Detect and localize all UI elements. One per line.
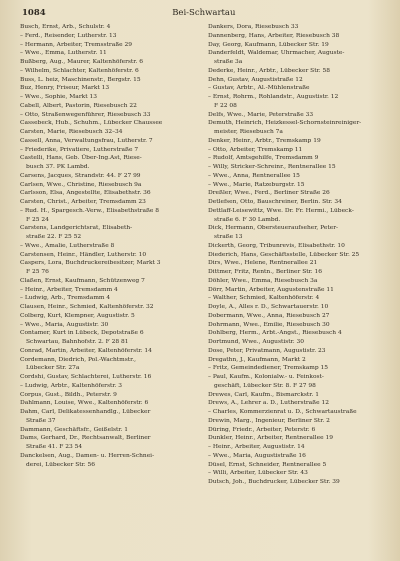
directory-entry: – Rud. H., Spargesch.-Verw., Elisabethstraße 8: [20, 207, 160, 214]
directory-entry: – Wwe., Marie, Ratzeburgstr. 15: [208, 181, 305, 188]
directory-entry: Dirs, Wwe., Helene, Rentnerallee 21: [208, 260, 318, 267]
directory-entry: Carstens, Landgerichtsrat, Elisabeth-: [20, 225, 133, 232]
directory-entry: Carlsson, Elsa, Angestellte, Elisabethstr. 36: [20, 190, 151, 197]
directory-entry: – Fritz, Gemeindediener, Tremskamp 15: [208, 365, 328, 372]
directory-entry: – Wwe., Sophie, Markt 13: [20, 94, 97, 100]
directory-entry: Dortmund, Wwe., Augustistr. 30: [208, 339, 305, 345]
directory-entry-continuation: Straße 41. F 23 54: [26, 444, 83, 450]
directory-entry: Drewes, Carl, Kaufm., Bismarckstr. 1: [208, 391, 319, 398]
directory-entry: – Charles, Kommerzienrat u. D., Schwartaustraße: [208, 409, 357, 415]
directory-entry-continuation: geschäft, Lübecker Str. 8. F 27 98: [214, 382, 316, 389]
directory-entry: Dahm, Carl, Delikatessenhandlg., Lübecker: [20, 409, 151, 415]
directory-entry: – Ludwig, Arbtr., Kaltenhöferstr. 3: [20, 382, 123, 389]
directory-entry: Cordemann, Diedrich, Pol.-Wachtmstr.,: [20, 356, 137, 363]
directory-entry: Dohrmann, Wwe., Emilie, Riesebusch 30: [208, 321, 330, 328]
directory-entry: Carsten, Christ., Arbeiter, Tremsdamm 23: [20, 199, 146, 205]
directory-entry: Demuth, Heinrich, Heizkessel-Schornsteinreiniger-: [208, 120, 362, 127]
directory-entry: Diederich, Hans, Geschäftsstelle, Lübecker Str. 25: [208, 251, 360, 258]
directory-entry: – Wwe., Anna, Rentnerallee 15: [208, 172, 300, 179]
directory-entry: Carsten, Marie, Riesebusch 32–34: [20, 129, 123, 135]
directory-entry: Carstensen, Heinr., Händler, Lutherstr. 10: [20, 251, 147, 258]
directory-entry: – Otto, Straßenwegenführer, Riesebusch 33: [20, 111, 151, 118]
directory-entry: Caspers, Lora, Buchdruckereibesitzer, Markt 3: [20, 260, 161, 267]
directory-entry: Corpus, Gust., Bildh., Peterstr. 9: [20, 391, 117, 398]
directory-entry-continuation: F 25 76: [26, 269, 49, 275]
directory-entry: Doyle, A., Alles r. D., Schwartauerstr. 10: [208, 304, 329, 310]
directory-entry: Clausen, Heinr., Schmied, Kaltenhöferstr. 32: [20, 304, 154, 310]
directory-entry: – Heinr., Arbeiter, Tremsdamm 4: [20, 286, 118, 293]
directory-entry-continuation: F 22 08: [214, 102, 237, 109]
directory-entry: Dose, Peter, Privatmann, Augustistr. 23: [208, 347, 326, 354]
running-title: Bei-Schwartau: [172, 8, 236, 18]
directory-entry: – Willi, Arbeiter, Lübecker Str. 43: [208, 470, 308, 477]
directory-entry: – Ernst, Rohrm., Rohlandstr., Augustistr. 12: [208, 94, 339, 100]
directory-entry: Dams, Gerhard, Dr., Rechtsanwalt, Berliner: [20, 435, 151, 442]
directory-entry: Cassebeck, Hub., Schuhm., Lübecker Chaussee: [20, 120, 163, 127]
directory-entry: Carlsen, Wwe., Christine, Riesebusch 9a: [20, 181, 142, 188]
directory-entry: – Wwe., Maria, Augustistr. 30: [20, 321, 109, 328]
directory-entry: Claßen, Ernst, Kaufmann, Schützenweg 7: [20, 277, 145, 284]
directory-entry: Colberg, Kurt, Klempner, Augustistr. 5: [20, 312, 135, 319]
directory-entry: Dick, Hermann, Obersteueraufseher, Peter-: [208, 225, 338, 232]
directory-entry: Dutsch, Joh., Buchdrucker, Lübecker Str. 39: [208, 479, 340, 485]
directory-entry: – Hermann, Arbeiter, Tremsstraße 29: [20, 41, 133, 48]
left-column: [20, 23, 198, 487]
directory-entry: Day, Georg, Kaufmann, Lübecker Str. 19: [208, 41, 329, 48]
directory-entry: Drews, A., Lehrer a. D., Lutherstraße 12: [208, 400, 329, 407]
directory-entry: – Heinr., Arbeiter, Augustistr. 14: [208, 444, 305, 450]
page-number: 1084: [22, 8, 46, 18]
directory-entry: Denker, Heinr., Arbtr., Tremskamp 19: [208, 137, 321, 144]
directory-entry: Danckelsen, Aug., Damen- u. Herren-Schnei-: [20, 452, 155, 459]
directory-entry: – Wwe., Maria, Augustistraße 16: [208, 452, 306, 459]
directory-entry: Carsens, Jacques, Strandstr. 44. F 27 99: [20, 172, 141, 179]
directory-entry: – Otto, Arbeiter, Tremskamp 11: [208, 146, 303, 153]
directory-entry: Düring, Friedr., Arbeiter, Peterstr. 6: [208, 426, 316, 433]
directory-entry: Cordshi, Gustav, Schlachterei, Lutherstr. 16: [20, 374, 152, 380]
directory-entry: Busch, Ernst, Arb., Schulstr. 4: [20, 24, 111, 30]
directory-entry: Düsel, Ernst, Schneider, Rentnerallee 5: [208, 461, 327, 468]
directory-entry: Dickerth, Georg, Tribunrevis, Elisabethstr. 10: [208, 242, 345, 249]
directory-entry: Dannenberg, Hans, Arbeiter, Riesebusch 38: [208, 32, 340, 39]
directory-entry: Dregathn, J., Kaufmann, Markt 2: [208, 356, 306, 363]
directory-columns: [20, 23, 386, 487]
directory-entry-continuation: derei, Lübecker Str. 56: [26, 461, 96, 468]
directory-entry-continuation: Straße 37: [26, 417, 56, 424]
directory-entry: – Ferd., Reisender, Lutherstr. 13: [20, 32, 117, 39]
directory-entry-continuation: Schwartau, Bahnhofstr. 2. F 28 81: [26, 339, 129, 345]
directory-entry: Dörr, Martin, Arbeiter, Augustenstraße 11: [208, 286, 334, 293]
directory-entry: Conrad, Martin, Arbeiter, Kaltenhöferstr. 14: [20, 347, 152, 354]
directory-entry: Döhler, Wwe., Emma, Riesebusch 3a: [208, 277, 318, 284]
directory-entry: – Willy, Stricker-Schreinr., Rentnerallee 15: [208, 164, 336, 170]
directory-entry: Dankers, Dora, Riesebusch 33: [208, 24, 299, 30]
page-header: [20, 8, 386, 20]
directory-entry: Dobermann, Wwe., Anna, Riesebusch 27: [208, 312, 330, 319]
directory-entry-continuation: straße 22. F 25 52: [26, 234, 82, 240]
directory-entry: Dahlmann, Louise, Wwe., Kaltenhöferstr. 6: [20, 400, 149, 407]
directory-entry: – Wwe., Emma, Lutherstr. 11: [20, 50, 107, 57]
directory-entry: Drewin, Marg., Ingenieur, Berliner Str. 2: [208, 417, 330, 424]
directory-entry: – Walther, Schmied, Kaltenhöferstr. 4: [208, 295, 320, 302]
directory-entry: – Wwe., Amalie, Lutherstraße 8: [20, 242, 115, 249]
directory-entry: Danderfeldt, Waldemar, Uhrmacher, Auguste-: [208, 50, 345, 57]
directory-entry: Delfs, Wwe., Marie, Peterstraße 33: [208, 111, 314, 118]
directory-entry-continuation: straße 3a: [214, 59, 243, 65]
right-column: [208, 23, 386, 487]
directory-entry-continuation: straße 13: [214, 234, 243, 240]
directory-entry: Dreßler, Wwe., Ferd., Berliner Straße 26: [208, 190, 330, 197]
directory-entry: Detlefsen, Otto, Bauschreiner, Berlin. Str. 34: [208, 199, 342, 205]
directory-entry: Dittmer, Fritz, Rentn., Berliner Str. 16: [208, 269, 322, 275]
directory-entry: – Wilhelm, Schlachter, Kaltenhöferstr. 6: [20, 67, 139, 74]
directory-entry: Cassell, Anna, Verwaltungsfrau, Lutherstr. 7: [20, 137, 153, 144]
directory-entry: Buz, Henry, Friseur, Markt 13: [20, 85, 110, 92]
directory-entry-continuation: straße 6. F 30 Lambd.: [214, 216, 281, 223]
directory-entry: – Rudolf, Amtsgehilfe, Tremsdamm 9: [208, 155, 319, 162]
directory-entry: Cabell, Albert, Pastorin, Riesebusch 22: [20, 102, 137, 109]
directory-entry: Contamer, Kurt in Lübeck, Depotstraße 6: [20, 330, 144, 337]
directory-entry: Buss, L. heiz, Maschinenstr., Bergstr. 15: [20, 76, 141, 83]
directory-entry: – Paul, Kaufm., Kolonialw.- u. Feinkost-: [208, 374, 324, 380]
directory-entry: Dehn, Gustav, Augustistraße 12: [208, 76, 303, 83]
directory-entry: Dederke, Heinr., Arbtr., Lübecker Str. 58: [208, 67, 330, 74]
directory-entry: Dammann, Geschäftsfr., Geißelstr. 1: [20, 426, 129, 433]
directory-entry-continuation: F 25 24: [26, 216, 49, 223]
directory-entry: Dettlaff-Leisewittz, Wwe. Dr. Fr. Hermi., Lübeck-: [208, 207, 354, 214]
directory-entry: – Gustav, Arbtr., Al.-Mühlenstraße: [208, 85, 310, 92]
directory-entry: – Friederike, Privatiere, Lutherstraße 7: [20, 146, 139, 153]
directory-entry: Bußberg, Aug., Maurer, Kaltenhöferstr. 6: [20, 59, 143, 65]
directory-entry: Castelli, Hans, Geb. Über-Ing.Ast, Riese-: [20, 155, 142, 162]
directory-entry-continuation: meister, Riesebusch 7a: [214, 129, 283, 135]
directory-entry: – Ludwig, Arb., Tremsdamm 4: [20, 295, 111, 302]
directory-entry: Dunkler, Heinr., Arbeiter, Rentnerallee 19: [208, 435, 334, 442]
directory-entry: Dohlberg, Herm., Arbt.-Angst., Riesebusch 4: [208, 330, 342, 337]
directory-entry-continuation: busch 37. PK Lambd.: [26, 164, 90, 170]
directory-entry-continuation: Lübecker Str. 27a: [26, 365, 80, 372]
